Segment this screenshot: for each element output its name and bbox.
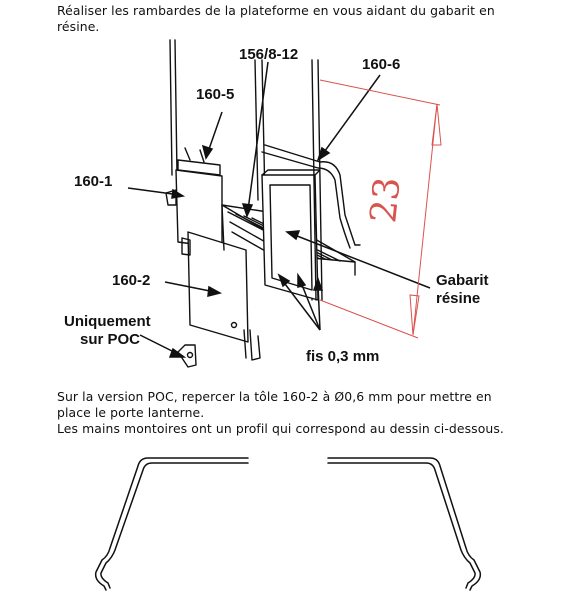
intro-line-1: Réaliser les rambardes de la plateforme en vous aidant du gabarit en: [57, 3, 495, 18]
label-sur-poc: sur POC: [80, 331, 141, 348]
label-160-6: 160-6: [362, 56, 401, 73]
handrail-left-outer: [96, 458, 248, 590]
bottom-line-2: place le porte lanterne.: [57, 405, 205, 420]
handrail-right-inner: [328, 463, 475, 588]
handrail-left-inner: [101, 463, 248, 588]
bottom-line-1: Sur la version POC, repercer la tôle 160-2 à Ø0,6 mm pour mettre en: [57, 389, 492, 404]
label-resine: résine: [436, 290, 481, 307]
handrail-right-outer: [328, 458, 480, 590]
intro-line-2: résine.: [57, 19, 100, 34]
label-160-5: 160-5: [196, 86, 235, 103]
bottom-line-3: Les mains montoires ont un profil qui correspond au dessin ci-dessous.: [57, 421, 504, 436]
label-160-2: 160-2: [112, 272, 151, 289]
label-uniquement: Uniquement: [64, 313, 151, 330]
label-gabarit: Gabarit: [436, 272, 489, 289]
label-fis: fis 0,3 mm: [306, 348, 380, 365]
label-156-8-12: 156/8-12: [239, 46, 299, 63]
dimension-23-text: 23: [363, 175, 409, 225]
label-160-1: 160-1: [74, 173, 113, 190]
